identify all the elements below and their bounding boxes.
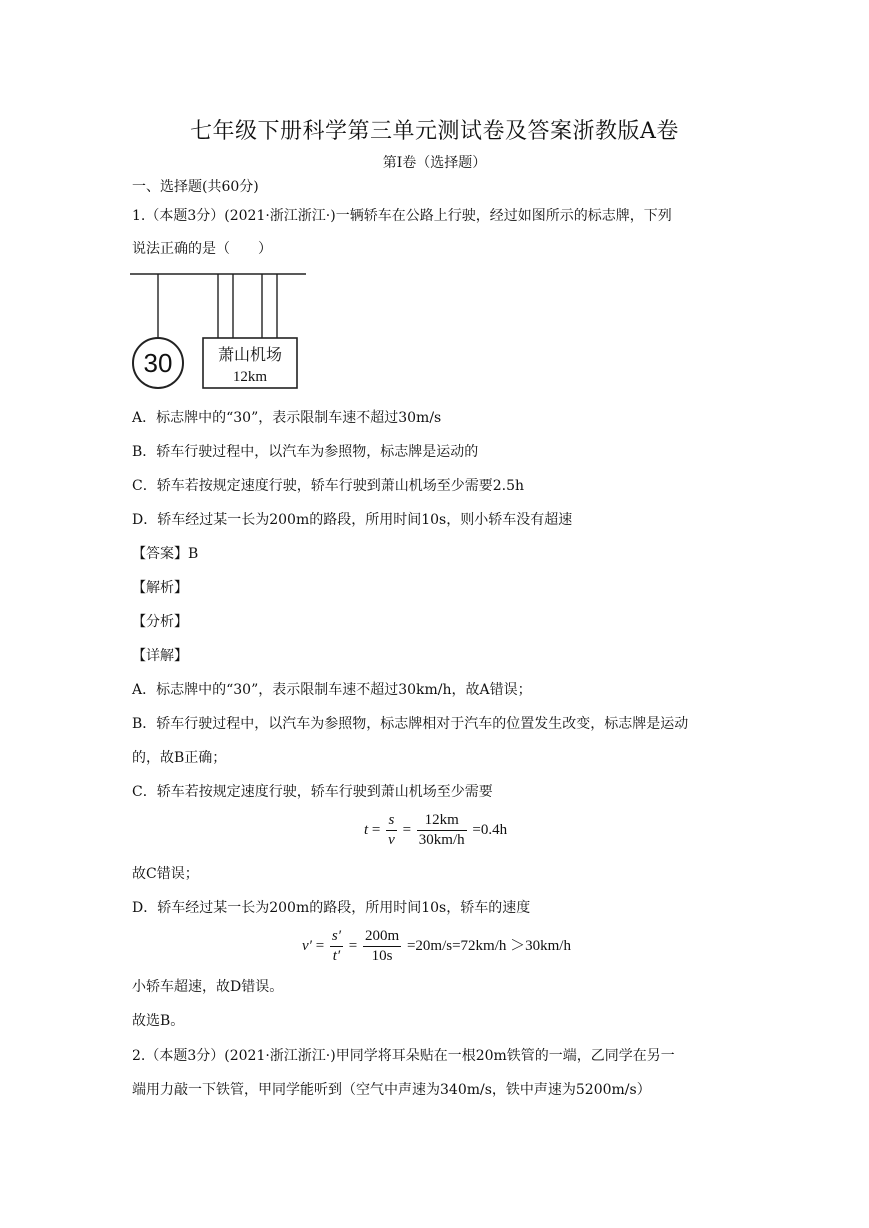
formula-speed bbox=[302, 928, 571, 965]
q1-option-b: B．轿车行驶过程中，以汽车为参照物，标志牌是运动的 bbox=[132, 444, 479, 460]
formula2-num2: 200m bbox=[363, 928, 401, 947]
q1-detail-d-conclusion: 小轿车超速，故D错误。 bbox=[132, 979, 284, 995]
formula2-fraction-values bbox=[363, 928, 401, 965]
formula1-eq: = bbox=[371, 821, 381, 838]
section-subtitle: 第Ⅰ卷（选择题） bbox=[382, 155, 487, 171]
q1-option-a: A．标志牌中的“30”，表示限制车速不超过30m/s bbox=[132, 410, 442, 426]
formula1-eq2: = bbox=[402, 821, 412, 838]
q1-detail-c: C．轿车若按规定速度行驶，轿车行驶到萧山机场至少需要 bbox=[132, 784, 493, 800]
q1-answer: 【答案】B bbox=[132, 546, 199, 562]
formula2-den2: 10s bbox=[371, 948, 393, 964]
formula1-num1: s bbox=[386, 812, 397, 831]
q1-fenxi-label: 【分析】 bbox=[132, 614, 188, 630]
formula2-fraction-st bbox=[330, 928, 343, 965]
q1-stem-line1: 1.（本题3分）(2021·浙江浙江·)一辆轿车在公路上行驶，经过如图所示的标志牌，下列 bbox=[132, 208, 672, 224]
q1-option-c: C．轿车若按规定速度行驶，轿车行驶到萧山机场至少需要2.5h bbox=[132, 478, 524, 494]
q1-detail-c-conclusion: 故C错误； bbox=[132, 866, 199, 882]
formula1-fraction-values bbox=[417, 812, 467, 849]
formula2-result: =20m/s=72km/h ＞30km/h bbox=[406, 937, 571, 954]
q2-stem-line2: 端用力敲一下铁管，甲同学能听到（空气中声速为340m/s，铁中声速为5200m/s） bbox=[132, 1082, 651, 1098]
formula1-lhs: t bbox=[364, 821, 369, 838]
destination-distance: 12km bbox=[232, 369, 268, 385]
formula1-num2: 12km bbox=[417, 812, 467, 831]
formula-time bbox=[364, 812, 507, 849]
formula1-result: =0.4h bbox=[472, 821, 508, 838]
speed-limit-value: 30 bbox=[143, 348, 173, 378]
q1-final-choice: 故选B。 bbox=[132, 1013, 185, 1029]
formula1-fraction-sv bbox=[386, 812, 397, 849]
q1-detail-d: D．轿车经过某一长为200m的路段，所用时间10s，轿车的速度 bbox=[132, 900, 531, 916]
formula1-den2: 30km/h bbox=[418, 832, 465, 848]
formula1-den1: v bbox=[388, 832, 395, 848]
q2-stem-line1: 2.（本题3分）(2021·浙江浙江·)甲同学将耳朵贴在一根20m铁管的一端，乙同学在另一 bbox=[132, 1048, 675, 1064]
traffic-sign-figure bbox=[128, 268, 308, 396]
q1-xiangjie-label: 【详解】 bbox=[132, 648, 188, 664]
formula2-num1: s′ bbox=[330, 928, 343, 947]
page-title: 七年级下册科学第三单元测试卷及答案浙教版A卷 bbox=[190, 119, 679, 144]
q1-detail-b-line1: B．轿车行驶过程中，以汽车为参照物，标志牌相对于汽车的位置发生改变，标志牌是运动 bbox=[132, 716, 689, 732]
q1-stem-line2: 说法正确的是（ ） bbox=[132, 241, 272, 257]
section-heading: 一、选择题(共60分) bbox=[132, 179, 259, 195]
formula2-eq: = bbox=[315, 937, 325, 954]
q1-jiexi-label: 【解析】 bbox=[132, 580, 188, 596]
q1-detail-b-line2: 的，故B正确； bbox=[132, 750, 227, 766]
q1-detail-a: A．标志牌中的“30”，表示限制车速不超过30km/h，故A错误； bbox=[132, 682, 532, 698]
formula2-den1: t′ bbox=[332, 948, 341, 964]
formula2-eq2: = bbox=[348, 937, 358, 954]
destination-name: 萧山机场 bbox=[217, 345, 283, 364]
q1-option-d: D．轿车经过某一长为200m的路段，所用时间10s，则小轿车没有超速 bbox=[132, 512, 573, 528]
formula2-lhs: v′ bbox=[302, 937, 312, 954]
